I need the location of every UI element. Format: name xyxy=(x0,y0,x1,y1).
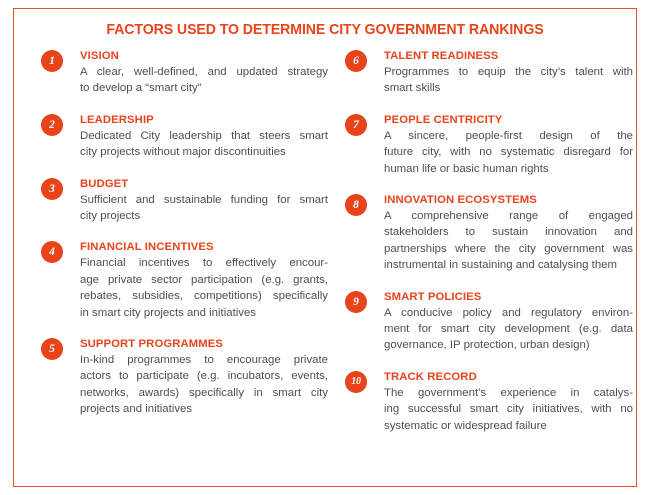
factor-description-line: A conducive policy and regulatory environ- xyxy=(384,306,633,319)
factor-description-line: Sufficient and sustainable funding for smart xyxy=(80,193,328,206)
factor-item xyxy=(345,113,636,177)
factor-item xyxy=(41,240,326,321)
factor-description xyxy=(80,352,328,418)
factor-title: PEOPLE CENTRICITY xyxy=(384,113,503,126)
factor-description-line: stakeholders to sustain innovation and xyxy=(384,226,633,239)
factor-description-line: networks, awards) specifically in smart city xyxy=(80,386,328,399)
factor-item xyxy=(41,113,326,161)
factor-description xyxy=(384,305,633,354)
factor-description-line: rebates, subsidies, competitions) specifically xyxy=(80,290,328,303)
factor-number-badge: 9 xyxy=(345,291,367,313)
factor-description-line: ing successful smart city initiatives, with no xyxy=(384,403,633,416)
factor-description-line: actors to participate (e.g. incubators, events, xyxy=(80,370,328,383)
factor-description xyxy=(384,128,633,177)
factor-description-line: Dedicated City leadership that steers smart xyxy=(80,129,328,142)
factor-number-badge: 6 xyxy=(345,50,367,72)
factor-description xyxy=(80,255,328,321)
factor-item xyxy=(41,49,326,97)
factor-title: BUDGET xyxy=(80,177,129,190)
factor-description-line: A comprehensive range of engaged xyxy=(384,210,633,223)
factor-description xyxy=(384,208,633,274)
factor-description-line: ment for smart city development (e.g. data xyxy=(384,323,633,336)
factor-number-badge: 5 xyxy=(41,338,63,360)
factor-description-line: instrumental in sustaining and catalysing them xyxy=(384,259,618,272)
factor-item xyxy=(345,290,636,354)
factor-number-badge: 3 xyxy=(41,178,63,200)
factor-description xyxy=(80,64,328,97)
factor-description-line: In-kind programmes to encourage private xyxy=(80,354,328,367)
factor-number-badge: 7 xyxy=(345,114,367,136)
factor-title: TRACK RECORD xyxy=(384,370,477,383)
factor-description xyxy=(384,385,633,434)
factor-description xyxy=(80,128,328,161)
factors-column-right xyxy=(326,49,636,450)
factor-title: TALENT READINESS xyxy=(384,50,499,62)
factor-description-line: city projects without major discontinuities xyxy=(80,146,286,159)
factor-description-line: governance, IP protection, urban design) xyxy=(384,339,590,352)
factor-description xyxy=(384,64,633,97)
factor-description-line: smart skills xyxy=(384,82,441,95)
factor-title: INNOVATION ECOSYSTEMS xyxy=(384,194,537,207)
factor-title: LEADERSHIP xyxy=(80,113,154,126)
factor-title: FINANCIAL INCENTIVES xyxy=(80,241,214,254)
factor-item xyxy=(345,49,636,97)
factor-title: SUPPORT PROGRAMMES xyxy=(80,338,224,351)
page-title: FACTORS USED TO DETERMINE CITY GOVERNMENT RANKINGS xyxy=(106,22,544,38)
factor-description-line: Programmes to equip the city’s talent with xyxy=(384,66,633,78)
factor-item xyxy=(345,370,636,434)
factor-description-line: age private sector participation (e.g. grants, xyxy=(80,273,328,286)
factors-columns xyxy=(14,49,636,450)
factor-description-line: Financial incentives to effectively encour- xyxy=(80,257,328,270)
factor-description-line: to develop a “smart city” xyxy=(80,82,202,95)
factor-title: VISION xyxy=(80,50,119,62)
factor-description-line: human life or basic human rights xyxy=(384,162,549,175)
factor-item xyxy=(41,177,326,225)
factor-number-badge: 8 xyxy=(345,194,367,216)
factor-item xyxy=(345,193,636,274)
factor-description-line: A sincere, people-first design of the xyxy=(384,129,633,142)
factor-number-badge: 4 xyxy=(41,241,63,263)
factor-description-line: systematic or widespread failure xyxy=(384,419,547,432)
factors-column-left xyxy=(14,49,326,450)
factor-title: SMART POLICIES xyxy=(384,290,482,303)
factor-description-line: future city, with no systematic disregard for xyxy=(384,146,633,159)
factor-description-line: partnerships where the city government was xyxy=(384,242,633,255)
factor-number-badge: 1 xyxy=(41,50,63,72)
factor-description xyxy=(80,192,328,225)
factor-item xyxy=(41,337,326,418)
factor-description-line: A clear, well-defined, and updated strategy xyxy=(80,66,328,78)
factor-description-line: The government’s experience in catalys- xyxy=(384,386,633,399)
factor-description-line: city projects xyxy=(80,210,141,223)
factor-description-line: projects and initiatives xyxy=(80,403,193,416)
factor-description-line: in smart city projects and initiatives xyxy=(80,306,256,319)
factors-panel xyxy=(13,8,637,487)
factor-number-badge: 10 xyxy=(345,371,367,393)
factor-number-badge: 2 xyxy=(41,114,63,136)
